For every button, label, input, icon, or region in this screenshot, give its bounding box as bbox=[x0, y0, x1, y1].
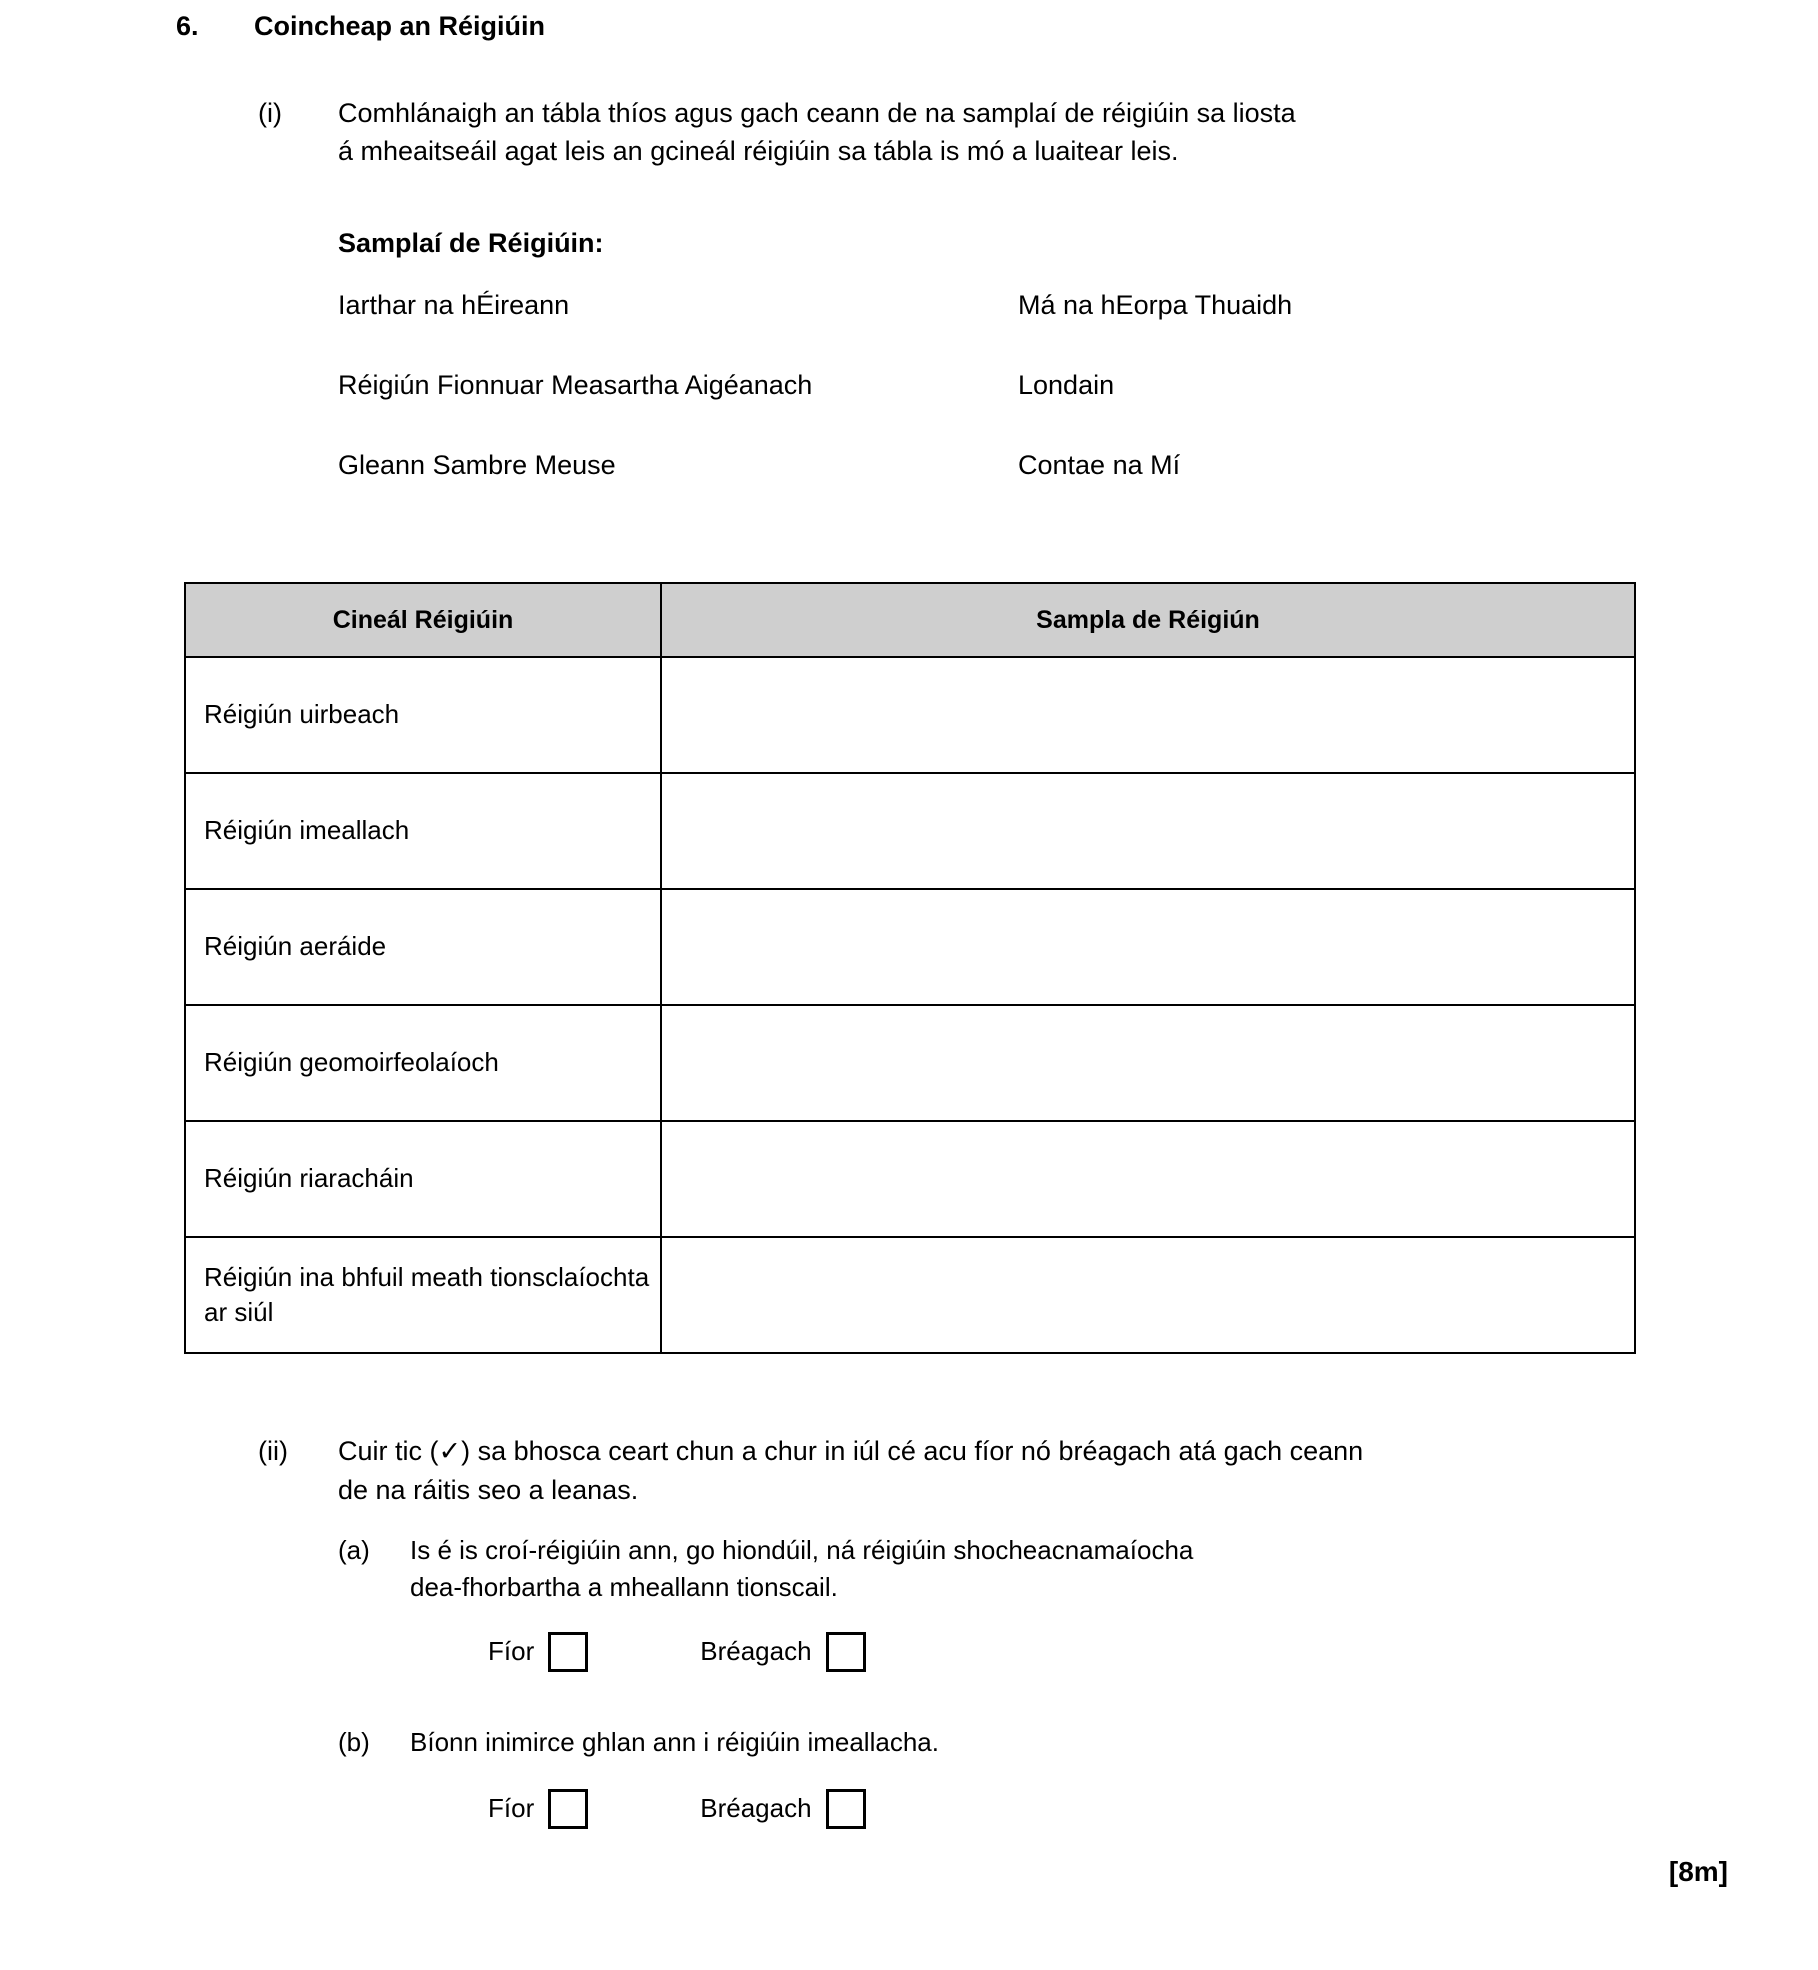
region-sample-answer-cell[interactable] bbox=[661, 773, 1635, 889]
statement-a-false-label: Bréagach bbox=[700, 1636, 812, 1667]
table-row bbox=[185, 1121, 1635, 1237]
region-type-cell: Réigiún geomoirfeolaíoch bbox=[185, 1005, 661, 1121]
part-ii-instruction-line1 bbox=[338, 1432, 1658, 1471]
checkmark-icon: ✓ bbox=[438, 1436, 462, 1467]
statement-b-false-checkbox[interactable] bbox=[826, 1789, 866, 1829]
part-ii-instruction-prefix: Cuir tic ( bbox=[338, 1436, 439, 1466]
statement-b-line1: Bíonn inimirce ghlan ann i réigiúin imeallacha. bbox=[410, 1726, 939, 1757]
statement-b bbox=[338, 1724, 1638, 1761]
question-number: 6. bbox=[176, 11, 199, 41]
region-type-cell: Réigiún aeráide bbox=[185, 889, 661, 1005]
statements-list bbox=[338, 1532, 1638, 1841]
statement-b-true-checkbox[interactable] bbox=[548, 1789, 588, 1829]
samples-row bbox=[338, 290, 1598, 370]
samples-row bbox=[338, 370, 1598, 450]
part-i-label: (i) bbox=[258, 98, 282, 128]
statement-b-false-group bbox=[700, 1789, 865, 1829]
region-table bbox=[184, 582, 1636, 1354]
samples-heading: Samplaí de Réigiúin: bbox=[338, 228, 604, 258]
region-sample-answer-cell[interactable] bbox=[661, 1237, 1635, 1353]
statement-a-false-group bbox=[700, 1632, 865, 1672]
statement-a-text bbox=[410, 1532, 1193, 1606]
region-sample-answer-cell[interactable] bbox=[661, 1121, 1635, 1237]
table-row bbox=[185, 773, 1635, 889]
statement-b-true-label: Fíor bbox=[488, 1793, 535, 1824]
column-header-region-type: Cineál Réigiúin bbox=[185, 583, 661, 657]
sample-item: Má na hEorpa Thuaidh bbox=[1018, 290, 1293, 320]
statement-a-true-label: Fíor bbox=[488, 1636, 535, 1667]
region-sample-answer-cell[interactable] bbox=[661, 1005, 1635, 1121]
region-type-cell: Réigiún imeallach bbox=[185, 773, 661, 889]
region-sample-answer-cell[interactable] bbox=[661, 657, 1635, 773]
table-row bbox=[185, 1005, 1635, 1121]
statement-a-line2: dea-fhorbartha a mheallann tionscail. bbox=[410, 1571, 838, 1602]
part-i-instruction bbox=[338, 94, 1538, 171]
statement-b-true-group bbox=[488, 1789, 588, 1829]
statement-a-line1: Is é is croí-réigiúin ann, go hiondúil, ná réigiúin shocheacnamaíocha bbox=[410, 1535, 1194, 1565]
statement-b-answer-row bbox=[488, 1777, 1638, 1841]
region-type-cell: Réigiún riaracháin bbox=[185, 1121, 661, 1237]
statement-a-true-checkbox[interactable] bbox=[548, 1632, 588, 1672]
table-row bbox=[185, 889, 1635, 1005]
page-title: Coincheap an Réigiúin bbox=[254, 11, 546, 41]
part-ii-block bbox=[258, 1432, 1658, 1510]
sample-item: Iarthar na hÉireann bbox=[338, 290, 570, 320]
statement-a bbox=[338, 1532, 1638, 1606]
question-header bbox=[176, 10, 545, 44]
part-ii-label: (ii) bbox=[258, 1436, 288, 1466]
table-header-row bbox=[185, 583, 1635, 657]
region-type-cell: Réigiún uirbeach bbox=[185, 657, 661, 773]
column-header-region-sample: Sampla de Réigiún bbox=[661, 583, 1635, 657]
part-i-block bbox=[258, 94, 1598, 171]
part-ii-instruction-suffix: ) sa bhosca ceart chun a chur in iúl cé acu fíor nó bréagach atá gach ceann bbox=[461, 1436, 1364, 1466]
statement-b-label: (b) bbox=[338, 1726, 370, 1757]
statement-a-false-checkbox[interactable] bbox=[826, 1632, 866, 1672]
part-ii-instruction bbox=[338, 1432, 1658, 1510]
part-ii-instruction-line2: de na ráitis seo a leanas. bbox=[338, 1475, 639, 1506]
statement-a-true-group bbox=[488, 1632, 588, 1672]
sample-item: Londain bbox=[1018, 370, 1115, 400]
statement-b-text bbox=[410, 1724, 939, 1761]
samples-list bbox=[338, 290, 1598, 530]
sample-item: Gleann Sambre Meuse bbox=[338, 450, 616, 480]
table-row bbox=[185, 1237, 1635, 1353]
sample-item: Contae na Mí bbox=[1018, 450, 1181, 480]
statement-b-false-label: Bréagach bbox=[700, 1793, 812, 1824]
region-type-cell: Réigiún ina bhfuil meath tionsclaíochta ar siúl bbox=[185, 1237, 661, 1353]
part-i-instruction-line1: Comhlánaigh an tábla thíos agus gach ceann de na samplaí de réigiúin sa liosta bbox=[338, 98, 1296, 128]
samples-row bbox=[338, 450, 1598, 530]
part-i-instruction-line2: á mheaitseáil agat leis an gcineál réigiúin sa tábla is mó a luaitear leis. bbox=[338, 136, 1179, 167]
region-sample-answer-cell[interactable] bbox=[661, 889, 1635, 1005]
marks-indicator: [8m] bbox=[1668, 1856, 1728, 1887]
statement-a-label: (a) bbox=[338, 1535, 370, 1565]
statement-a-answer-row bbox=[488, 1620, 1638, 1684]
table-row bbox=[185, 657, 1635, 773]
sample-item: Réigiún Fionnuar Measartha Aigéanach bbox=[338, 370, 813, 400]
